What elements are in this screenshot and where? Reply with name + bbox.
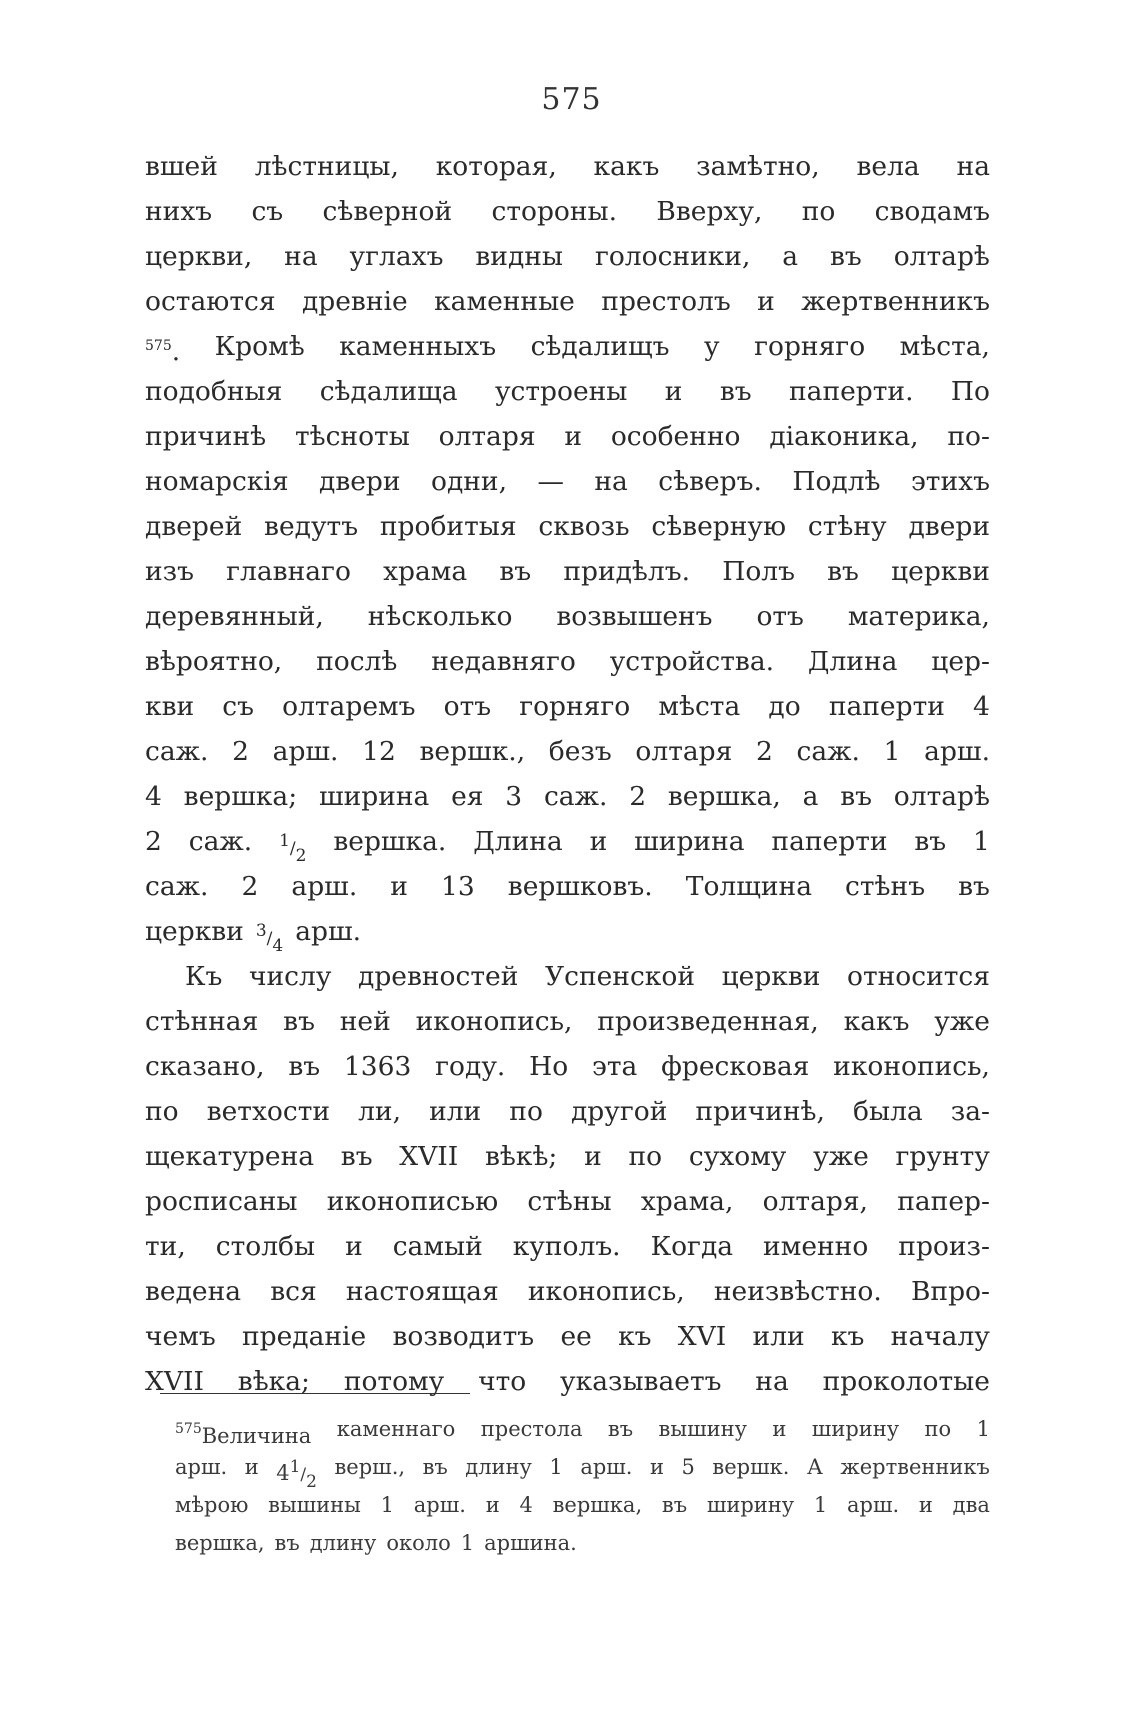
fraction: $^1/_2$ [279,831,307,866]
fraction-denominator: 2 [306,1472,317,1492]
footnote-text [175,1410,990,1562]
line-text: Величина [201,1424,312,1448]
body-line: по ветхости ли, или по другой причинѣ, была за- [145,1096,990,1127]
body-line: сказано, въ 1363 году. Но эта фресковая иконопись, [145,1051,990,1082]
body-line: XVII вѣка; потому что указываетъ на проколотые [145,1366,990,1397]
body-line: 2 саж. $^1/_2$ вершка. Длина и ширина паперти въ 1 [145,819,990,864]
footnote-line: вершка, въ длину около 1 аршина. [175,1531,577,1555]
body-line: щекатурена въ XVII вѣкѣ; и по сухому уже грунту [145,1141,990,1172]
body-line: кви съ олтаремъ отъ горняго мѣста до паперти 4 [145,691,990,722]
body-line: номарскія двери одни, — на сѣверъ. Подлѣ этихъ [145,466,990,497]
fraction: $4^1/_2$ [276,1457,317,1492]
body-line: остаются древніе каменные престолъ и жертвенникъ [145,286,990,317]
footnote-line: арш. и $4^1/_2$ верш., въ длину 1 арш. и 5 вершк. А жертвенникъ [175,1448,990,1486]
body-line: чемъ преданіе возводитъ ее къ XVI или къ началу [145,1321,990,1352]
body-line: вшей лѣстницы, которая, какъ замѣтно, вела на [145,151,990,182]
body-line: изъ главнаго храма въ придѣлъ. Полъ въ церкви [145,556,990,587]
fraction-denominator: 2 [295,846,307,866]
footnote-marker: 575 [175,1421,202,1437]
body-line: деревянный, нѣсколько возвышенъ отъ материка, [145,601,990,632]
line-text: . [171,336,181,367]
body-line: саж. 2 арш. и 13 вершковъ. Толщина стѣнъ въ [145,871,990,902]
body-line: 4 вершка; ширина ея 3 саж. 2 вершка, а въ олтарѣ [145,781,990,812]
body-text [145,144,990,1404]
body-line: церкви, на углахъ видны голосники, а въ олтарѣ [145,241,990,272]
body-line: причинѣ тѣсноты олтаря и особенно діаконика, по- [145,421,990,452]
body-line: Къ числу древностей Успенской церкви относится [185,961,990,992]
footnote-line: мѣрою вышины 1 арш. и 4 вершка, въ ширину 1 арш. и два [175,1493,990,1517]
body-line: стѣнная въ ней иконопись, произведенная, какъ уже [145,1006,990,1037]
body-line: саж. 2 арш. 12 вершк., безъ олтаря 2 саж. 1 арш. [145,736,990,767]
fraction-whole: 4 [276,1461,290,1485]
fraction-denominator: 4 [272,936,284,956]
body-line: дверей ведутъ пробитыя сквозь сѣверную стѣну двери [145,511,990,542]
body-line: $^{575}$. Кромѣ каменныхъ сѣдалищъ у горняго мѣста, [145,324,990,369]
line-lead [175,1410,311,1448]
fraction-numerator: 1 [279,831,290,851]
fraction-numerator: 1 [289,1457,301,1477]
body-line: церкви $^3/_4$ арш. [145,909,990,954]
fraction: $^3/_4$ [255,921,284,956]
footnote-divider [160,1393,470,1394]
footnote-marker: 575 [145,338,172,354]
body-line: росписаны иконописью стѣны храма, олтаря, папер- [145,1186,990,1217]
footnote-line: $^{575}$Величина каменнаго престола въ вышину и ширину по 1 [175,1410,990,1448]
body-line: вѣроятно, послѣ недавняго устройства. Длина цер- [145,646,990,677]
body-line: подобныя сѣдалища устроены и въ паперти. По [145,376,990,407]
body-line: ти, столбы и самый куполъ. Когда именно произ- [145,1231,990,1262]
page-number: 575 [541,82,602,117]
fraction-numerator: 3 [255,921,267,941]
body-line: ведена вся настоящая иконопись, неизвѣстно. Впро- [145,1276,990,1307]
body-line: нихъ съ сѣверной стороны. Вверху, по сводамъ [145,196,990,227]
line-lead [145,324,180,369]
